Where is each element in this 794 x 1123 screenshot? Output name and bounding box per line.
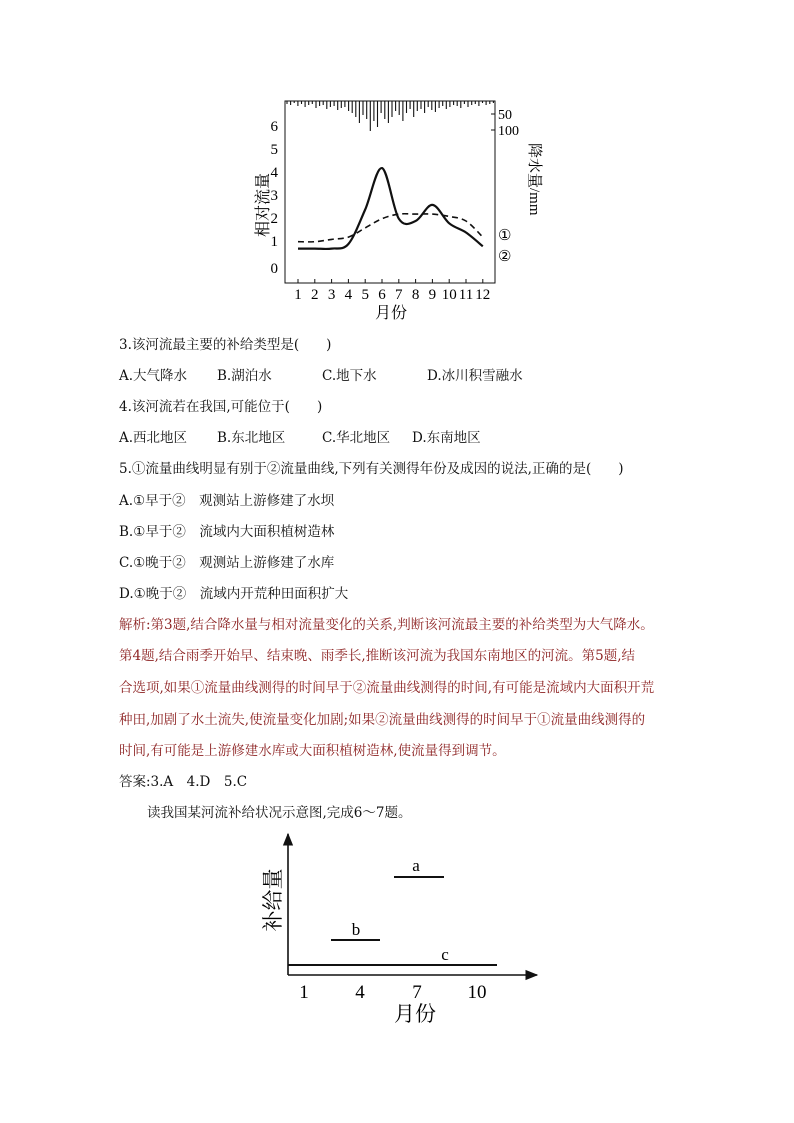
label-b: b bbox=[351, 920, 361, 939]
q5-option-a: A.①早于② 观测站上游修建了水坝 bbox=[119, 493, 335, 509]
analysis-line-3: 合选项,如果①流量曲线测得的时间早于②流量曲线测得的时间,有可能是流域内大面积开荒 bbox=[119, 680, 655, 696]
precipitation-bars bbox=[287, 101, 493, 131]
q3-option-a: A.大气降水 bbox=[119, 368, 188, 384]
x-tick-7: 7 bbox=[412, 982, 422, 1003]
question-5-stem: 5.①流量曲线明显有别于②流量曲线,下列有关测得年份及成因的说法,正确的是( ) bbox=[119, 461, 624, 477]
x-label: 月份 bbox=[394, 1002, 436, 1026]
q4-option-d: D.东南地区 bbox=[412, 430, 481, 446]
x-tick-4: 4 bbox=[355, 982, 365, 1003]
x-tick-label: 8 bbox=[411, 287, 420, 303]
curve-1-marker: ① bbox=[498, 228, 512, 244]
label-c: c bbox=[441, 945, 449, 964]
x-tick-10: 10 bbox=[467, 982, 487, 1003]
intro-line: 读我国某河流补给状况示意图,完成6～7题。 bbox=[147, 805, 412, 821]
x-tick-label: 9 bbox=[428, 287, 437, 303]
analysis-line-4: 种田,加剧了水土流失,使流量变化加剧;如果②流量曲线测得的时间早于①流量曲线测得的 bbox=[119, 712, 646, 728]
x-tick-label: 1 bbox=[294, 287, 302, 303]
y-tick-2: 2 bbox=[270, 211, 278, 227]
y-tick-6: 6 bbox=[270, 119, 278, 135]
x-tick-label: 3 bbox=[327, 287, 336, 303]
y-left-label: 相对流量 bbox=[255, 172, 272, 237]
y-label: 补给量 bbox=[261, 868, 285, 932]
curve-2-marker: ② bbox=[498, 249, 512, 265]
q5-option-b: B.①早于② 流域内大面积植树造林 bbox=[119, 524, 335, 540]
x-tick-label: 2 bbox=[311, 287, 319, 303]
y-tick-5: 5 bbox=[270, 142, 278, 158]
y-right-tick-50: 50 bbox=[498, 108, 512, 123]
q4-option-b: B.东北地区 bbox=[217, 430, 286, 446]
x-tick-label: 7 bbox=[395, 287, 403, 303]
x-tick-1: 1 bbox=[299, 982, 309, 1003]
x-tick-label: 5 bbox=[361, 287, 369, 303]
y-tick-1: 1 bbox=[270, 234, 278, 250]
x-label: 月份 bbox=[374, 305, 408, 322]
q3-option-d: D.冰川积雪融水 bbox=[427, 368, 523, 384]
analysis-line-1: 解析:第3题,结合降水量与相对流量变化的关系,判断该河流最主要的补给类型为大气降水。 bbox=[119, 617, 654, 633]
flow-curve-1 bbox=[298, 168, 483, 249]
y-tick-3: 3 bbox=[270, 188, 278, 204]
x-tick-label: 11 bbox=[458, 287, 474, 303]
x-tick-label: 4 bbox=[344, 287, 353, 303]
analysis-line-2: 第4题,结合雨季开始早、结束晚、雨季长,推断该河流为我国东南地区的河流。第5题,结 bbox=[119, 648, 636, 664]
answer-line: 答案:3.A 4.D 5.C bbox=[119, 774, 248, 790]
x-tick-label: 12 bbox=[475, 287, 491, 303]
analysis-line-5: 时间,有可能是上游修建水库或大面积植树造林,使流量得到调节。 bbox=[119, 743, 506, 759]
q3-option-c: C.地下水 bbox=[322, 368, 377, 384]
question-3-stem: 3.该河流最主要的补给类型是( ) bbox=[119, 337, 332, 353]
q4-option-a: A.西北地区 bbox=[119, 430, 188, 446]
q3-option-b: B.湖泊水 bbox=[217, 368, 272, 384]
y-right-tick-100: 100 bbox=[498, 124, 519, 139]
river-supply-diagram bbox=[255, 832, 555, 1027]
y-right-label: 降水量/mm bbox=[526, 143, 542, 216]
label-a: a bbox=[412, 856, 420, 875]
q4-option-c: C.华北地区 bbox=[322, 430, 391, 446]
x-tick-label: 10 bbox=[441, 287, 457, 303]
q5-option-c: C.①晚于② 观测站上游修建了水库 bbox=[119, 555, 335, 571]
q5-option-d: D.①晚于② 流域内开荒种田面积扩大 bbox=[119, 586, 349, 602]
x-tick-label: 6 bbox=[378, 287, 386, 303]
flow-precip-chart bbox=[240, 95, 542, 325]
question-4-stem: 4.该河流若在我国,可能位于( ) bbox=[119, 399, 323, 415]
y-tick-4: 4 bbox=[270, 165, 278, 181]
y-tick-0: 0 bbox=[270, 261, 278, 277]
